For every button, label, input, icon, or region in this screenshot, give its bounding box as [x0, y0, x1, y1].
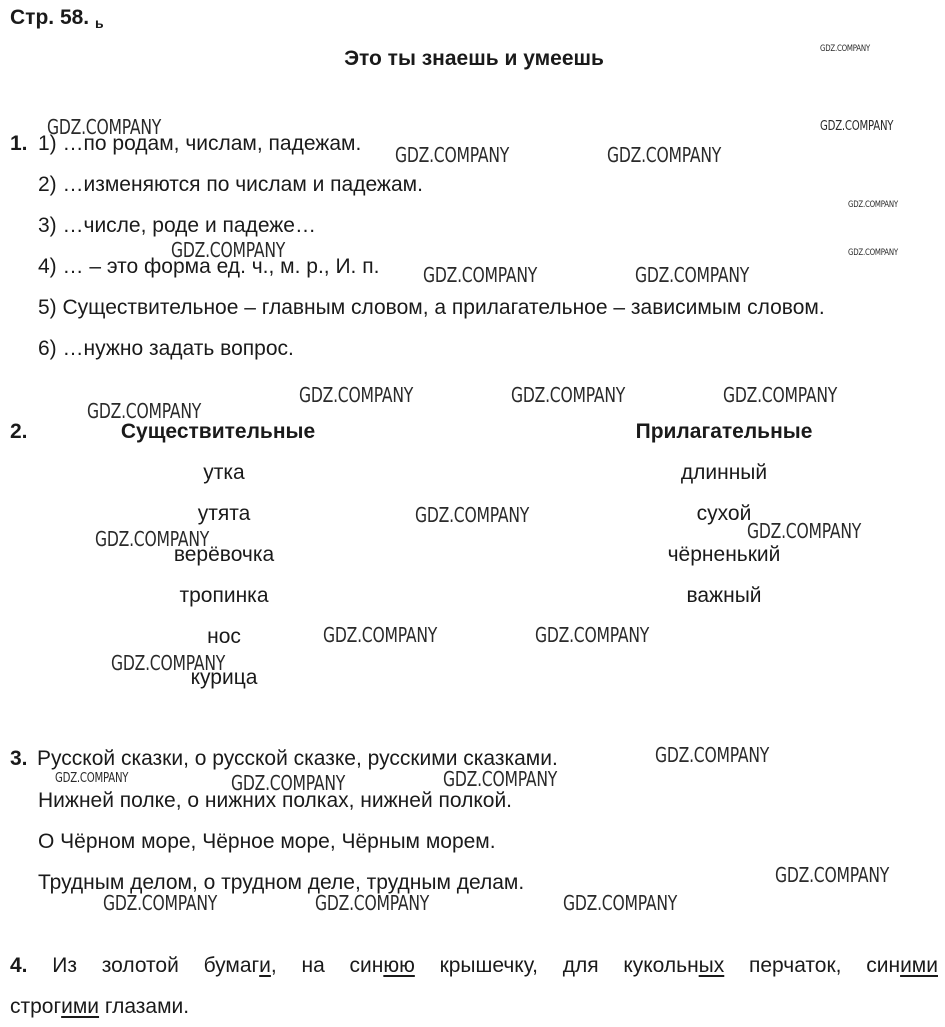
task1-line-4: 4) … – это форма ед. ч., м. р., И. п.: [38, 255, 380, 278]
task4-word: [350, 953, 415, 979]
watermark: GDZ.COMPANY: [535, 623, 650, 647]
task1-line-5: 5) Существительное – главным словом, а прилагательное – зависимым словом.: [38, 296, 825, 319]
word-punct: ,: [270, 954, 277, 977]
watermark: GDZ.COMPANY: [103, 891, 218, 915]
page-ref-text: Стр. 58.: [10, 6, 90, 29]
watermark: GDZ.COMPANY: [47, 115, 162, 139]
word-ending-underlined: ими: [61, 995, 100, 1018]
adjective-item: важный: [686, 584, 762, 607]
watermark: GDZ.COMPANY: [511, 383, 626, 407]
watermark: GDZ.COMPANY: [747, 519, 862, 543]
watermark: GDZ.COMPANY: [848, 200, 898, 210]
watermark: GDZ.COMPANY: [415, 503, 530, 527]
word-stem: строг: [10, 995, 62, 1018]
word-stem: бумаг: [203, 954, 260, 977]
task4-word: на: [301, 954, 325, 977]
watermark: GDZ.COMPANY: [635, 263, 750, 287]
page-title: Это ты знаешь и умеешь: [344, 47, 604, 70]
watermark: GDZ.COMPANY: [323, 623, 438, 647]
task2-number: 2.: [10, 420, 28, 443]
page-mark-glyph: ь: [94, 15, 104, 31]
word-ending-underlined: юю: [383, 954, 415, 977]
watermark: GDZ.COMPANY: [820, 44, 870, 54]
noun-item: курица: [190, 666, 258, 689]
task1-line-6: 6) …нужно задать вопрос.: [38, 337, 294, 360]
task4-word: Из: [52, 954, 77, 977]
watermark: GDZ.COMPANY: [231, 771, 346, 795]
adjective-item: сухой: [696, 502, 752, 525]
watermark: GDZ.COMPANY: [299, 383, 414, 407]
word-stem: син: [349, 954, 384, 977]
task4-word: перчаток,: [749, 954, 842, 977]
task3-number: 3.: [10, 747, 28, 770]
watermark: GDZ.COMPANY: [848, 248, 898, 258]
task4-word: [204, 953, 277, 979]
task1-line-1: 1) …по родам, числам, падежам.: [38, 132, 362, 155]
word-ending-underlined: ых: [698, 954, 725, 977]
adjective-item: чёрненький: [667, 543, 781, 566]
task3-line-2: Нижней полке, о нижних полках, нижней полкой.: [38, 789, 513, 812]
word-ending-underlined: и: [259, 954, 271, 977]
watermark: GDZ.COMPANY: [171, 238, 286, 262]
task4-word: крышечку,: [439, 954, 538, 977]
noun-item: утка: [203, 461, 245, 484]
watermark: GDZ.COMPANY: [443, 767, 558, 791]
noun-item: нос: [207, 625, 241, 648]
watermark: GDZ.COMPANY: [95, 527, 210, 551]
nouns-header: Существительные: [120, 420, 316, 443]
task1-line-3: 3) …числе, роде и падеже…: [38, 214, 316, 237]
watermark: GDZ.COMPANY: [820, 119, 894, 134]
page-reference: [10, 5, 104, 36]
task1-number: 1.: [10, 132, 28, 155]
task4-number: 4.: [10, 954, 28, 977]
watermark: GDZ.COMPANY: [315, 891, 430, 915]
watermark: GDZ.COMPANY: [395, 143, 510, 167]
task3-line-4: Трудным делом, о трудном деле, трудным делам.: [38, 871, 525, 894]
task3-line-1: Русской сказки, о русской сказке, русскими сказками.: [37, 747, 558, 770]
watermark: GDZ.COMPANY: [87, 399, 202, 423]
watermark: GDZ.COMPANY: [563, 891, 678, 915]
watermark: GDZ.COMPANY: [655, 743, 770, 767]
task4-word: золотой: [101, 954, 179, 977]
task4-word: [623, 953, 724, 979]
watermark: GDZ.COMPANY: [723, 383, 838, 407]
watermark: GDZ.COMPANY: [607, 143, 722, 167]
adjective-item: длинный: [680, 461, 768, 484]
watermark: GDZ.COMPANY: [775, 863, 890, 887]
task1-line-2: 2) …изменяются по числам и падежам.: [38, 173, 423, 196]
task4-word: [866, 953, 938, 979]
noun-item: тропинка: [179, 584, 269, 607]
task4-word: глазами.: [104, 995, 190, 1018]
task4-word: для: [562, 954, 599, 977]
watermark: GDZ.COMPANY: [111, 651, 226, 675]
word-ending-underlined: ими: [900, 954, 938, 977]
adjectives-header: Прилагательные: [635, 420, 813, 443]
noun-item: верёвочка: [173, 543, 275, 566]
word-stem: кукольн: [623, 954, 699, 977]
watermark: GDZ.COMPANY: [55, 771, 129, 786]
word-stem: син: [866, 954, 901, 977]
watermark: GDZ.COMPANY: [423, 263, 538, 287]
task3-line-3: О Чёрном море, Чёрное море, Чёрным морем.: [38, 830, 496, 853]
task4-line-1: [10, 953, 938, 979]
noun-item: утята: [197, 502, 251, 525]
task4-line-2: [10, 994, 189, 1020]
